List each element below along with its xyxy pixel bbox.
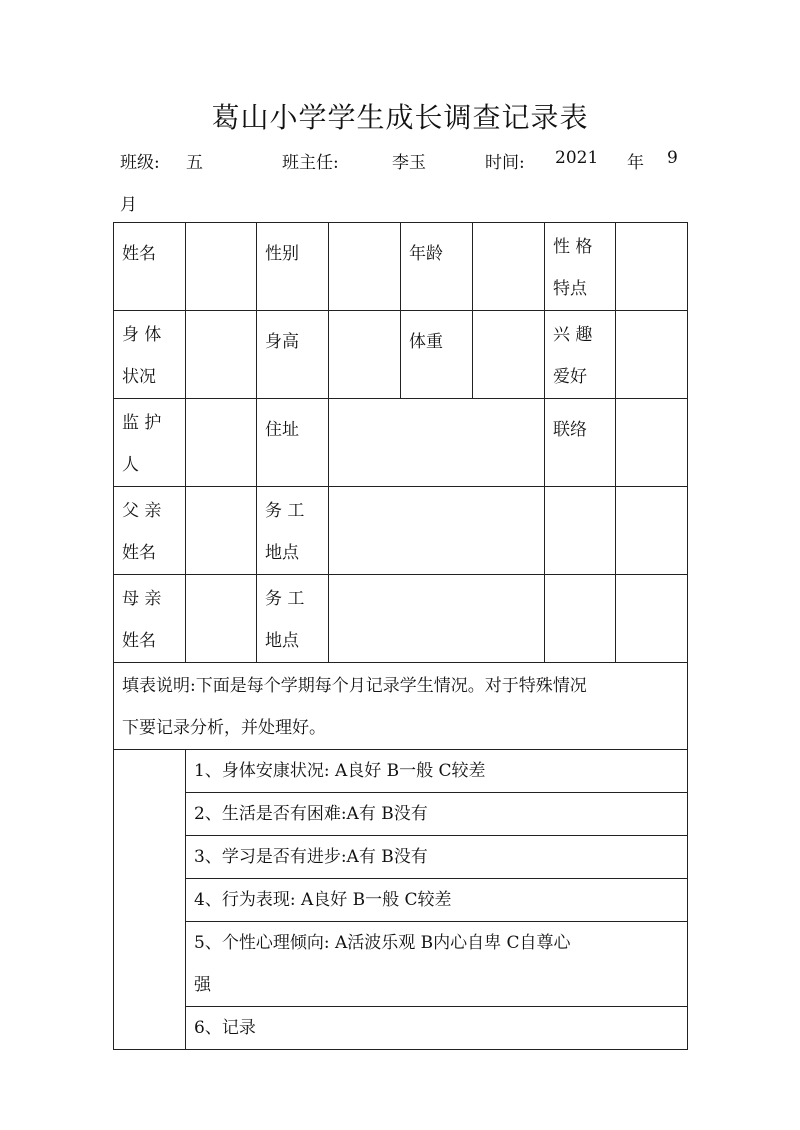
label-address: 住址: [257, 399, 329, 487]
input-mother[interactable]: [186, 575, 257, 663]
input-address[interactable]: [329, 399, 545, 487]
input-body[interactable]: [186, 311, 257, 399]
personality-line1: 性 格: [553, 237, 593, 257]
record-table: [113, 222, 687, 1050]
input-gender[interactable]: [329, 223, 401, 311]
month-value: 9: [667, 148, 678, 168]
question-row: [114, 793, 688, 836]
input-father-work[interactable]: [329, 487, 545, 575]
year-value: 2021: [555, 148, 599, 168]
month-unit: 月: [120, 195, 137, 215]
question-5-line1: 5、个性心理倾向: A活波乐观 B内心自卑 C自尊心: [194, 933, 571, 953]
question-row: [114, 879, 688, 922]
label-guardian: [114, 399, 186, 487]
input-mother-work[interactable]: [329, 575, 545, 663]
question-5-line2: 强: [194, 975, 211, 995]
class-value: 五: [186, 153, 203, 173]
question-3: 3、学习是否有进步:A有 B没有: [186, 836, 688, 879]
label-age: 年龄: [401, 223, 473, 311]
label-father: [114, 487, 186, 575]
note-cell: [114, 663, 688, 750]
input-height[interactable]: [329, 311, 401, 399]
label-height: 身高: [257, 311, 329, 399]
guardian-line2: 人: [122, 455, 139, 475]
input-mother-extra-2[interactable]: [616, 575, 688, 663]
question-6: 6、记录: [186, 1007, 688, 1050]
question-2: 2、生活是否有困难:A有 B没有: [186, 793, 688, 836]
hobby-line1: 兴 趣: [553, 325, 593, 345]
page-title: 葛山小学学生成长调查记录表: [211, 101, 589, 134]
label-body: [114, 311, 186, 399]
input-contact[interactable]: [616, 399, 688, 487]
teacher-value: 李玉: [392, 153, 426, 173]
mother-work-line1: 务 工: [265, 589, 305, 609]
label-hobby: [545, 311, 616, 399]
input-hobby[interactable]: [616, 311, 688, 399]
father-line1: 父 亲: [122, 501, 162, 521]
row-basic: [114, 223, 688, 311]
teacher-label: 班主任:: [282, 153, 339, 173]
question-row: [114, 836, 688, 879]
body-line2: 状况: [122, 367, 156, 387]
personality-line2: 特点: [553, 279, 587, 299]
label-contact: 联络: [545, 399, 616, 487]
label-weight: 体重: [401, 311, 473, 399]
input-father-extra-1[interactable]: [545, 487, 616, 575]
note-line2: 下要记录分析，并处理好。: [122, 718, 326, 738]
label-mother: [114, 575, 186, 663]
label-mother-work: [257, 575, 329, 663]
question-5: [186, 922, 688, 1007]
time-label: 时间:: [485, 153, 525, 173]
input-guardian[interactable]: [186, 399, 257, 487]
label-name: 姓名: [114, 223, 186, 311]
row-body: [114, 311, 688, 399]
row-note: [114, 663, 688, 750]
father-line2: 姓名: [122, 543, 156, 563]
label-father-work: [257, 487, 329, 575]
question-1: 1、身体安康状况: A良好 B一般 C较差: [186, 750, 688, 793]
note-line1: 填表说明:下面是每个学期每个月记录学生情况。对于特殊情况: [122, 676, 587, 696]
question-row: [114, 750, 688, 793]
input-weight[interactable]: [473, 311, 545, 399]
body-line1: 身 体: [122, 325, 162, 345]
label-personality: [545, 223, 616, 311]
row-guardian: [114, 399, 688, 487]
input-father-extra-2[interactable]: [616, 487, 688, 575]
class-label: 班级:: [120, 153, 160, 173]
record-side-cell[interactable]: [114, 750, 186, 1050]
mother-work-line2: 地点: [265, 631, 299, 651]
year-unit: 年: [627, 153, 644, 173]
row-mother: [114, 575, 688, 663]
question-4: 4、行为表现: A良好 B一般 C较差: [186, 879, 688, 922]
question-row: [114, 922, 688, 1007]
input-name[interactable]: [186, 223, 257, 311]
input-mother-extra-1[interactable]: [545, 575, 616, 663]
father-work-line1: 务 工: [265, 501, 305, 521]
label-gender: 性别: [257, 223, 329, 311]
input-age[interactable]: [473, 223, 545, 311]
input-personality[interactable]: [616, 223, 688, 311]
input-father[interactable]: [186, 487, 257, 575]
question-row: [114, 1007, 688, 1050]
father-work-line2: 地点: [265, 543, 299, 563]
guardian-line1: 监 护: [122, 413, 162, 433]
hobby-line2: 爱好: [553, 367, 587, 387]
row-father: [114, 487, 688, 575]
mother-line2: 姓名: [122, 631, 156, 651]
mother-line1: 母 亲: [122, 589, 162, 609]
